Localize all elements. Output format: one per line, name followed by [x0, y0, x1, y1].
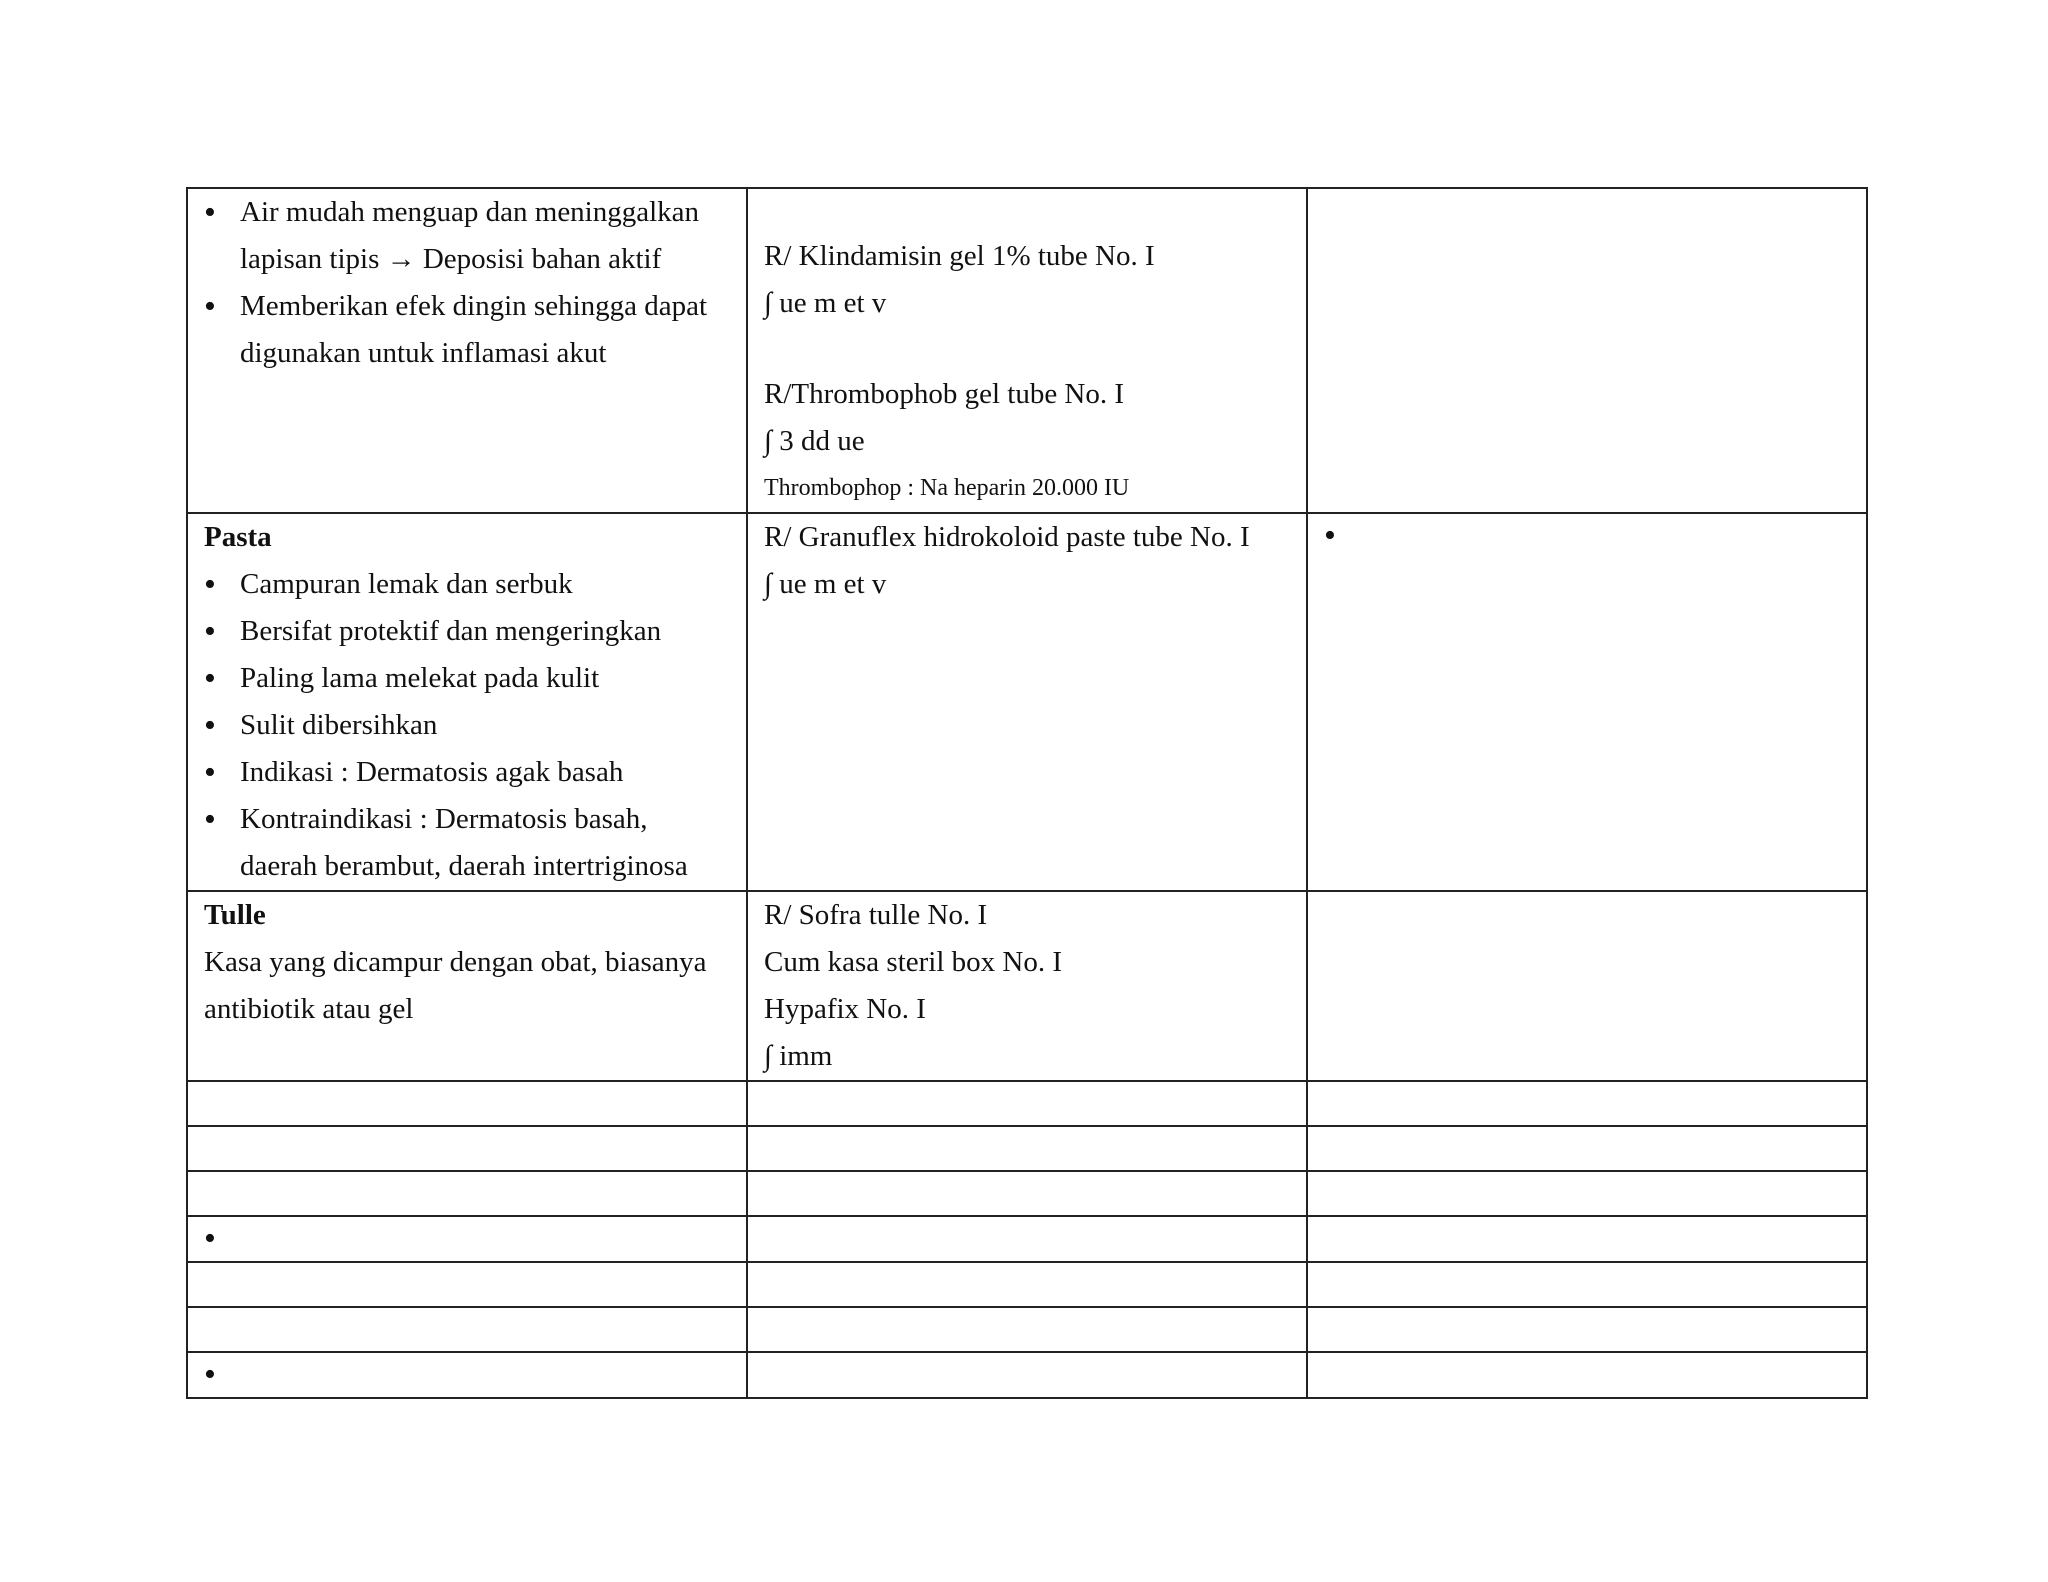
empty-cell	[187, 1081, 747, 1126]
empty-cell	[747, 1171, 1307, 1216]
list-item: • Air mudah menguap dan meninggalkan lapisan tipis → Deposisi bahan aktif	[204, 189, 730, 283]
prescription-line: Cum kasa steril box No. I	[764, 946, 1063, 978]
table-row	[187, 513, 1867, 891]
prescription-line: ∫ 3 dd ue	[764, 425, 865, 457]
dosage-form-heading: Tulle	[204, 899, 266, 931]
empty-cell	[747, 1216, 1307, 1262]
table-row	[187, 891, 1867, 1081]
list-item: • Paling lama melekat pada kulit	[204, 655, 730, 702]
table-row	[187, 1081, 1867, 1126]
bullet-mark: •	[204, 1220, 216, 1257]
prescription-note: Thrombophop : Na heparin 20.000 IU	[764, 475, 1130, 501]
table-row	[187, 1262, 1867, 1307]
properties-list	[204, 189, 730, 377]
prescription-line: R/Thrombophob gel tube No. I	[764, 378, 1125, 410]
empty-cell	[1307, 1126, 1867, 1171]
empty-cell	[747, 1307, 1307, 1352]
dosage-form-heading: Pasta	[204, 521, 272, 553]
list-item: • Campuran lemak dan serbuk	[204, 561, 730, 608]
bullet-cell	[187, 1216, 747, 1262]
table-row	[187, 1171, 1867, 1216]
prescription-line: ∫ imm	[764, 1040, 833, 1072]
list-item: • Sulit dibersihkan	[204, 702, 730, 749]
notes-cell	[1307, 513, 1867, 891]
empty-cell	[747, 1262, 1307, 1307]
empty-cell	[747, 1352, 1307, 1398]
dosage-form-description: Kasa yang dicampur dengan obat, biasanya antibiotik atau gel	[204, 946, 707, 1025]
empty-cell	[1307, 1352, 1867, 1398]
empty-cell	[1307, 1081, 1867, 1126]
prescription-table	[186, 187, 1868, 1399]
empty-cell	[187, 1171, 747, 1216]
dosage-form-cell	[187, 188, 747, 513]
prescription-line: ∫ ue m et v	[764, 568, 887, 600]
bullet-cell	[187, 1352, 747, 1398]
empty-cell	[187, 1307, 747, 1352]
prescription-line: R/ Sofra tulle No. I	[764, 899, 988, 931]
table-row	[187, 1216, 1867, 1262]
empty-cell	[747, 1081, 1307, 1126]
prescription-line: Hypafix No. I	[764, 993, 926, 1025]
list-item: • Kontraindikasi : Dermatosis basah, daerah berambut, daerah intertriginosa	[204, 796, 730, 890]
prescription-line: R/ Klindamisin gel 1% tube No. I	[764, 240, 1155, 272]
prescription-line: R/ Granuflex hidrokoloid paste tube No. I	[764, 521, 1250, 553]
empty-cell	[1307, 1262, 1867, 1307]
table-row	[187, 188, 1867, 513]
table-row	[187, 1126, 1867, 1171]
notes-cell	[1307, 891, 1867, 1081]
empty-cell	[747, 1126, 1307, 1171]
prescription-cell	[747, 513, 1307, 891]
prescription-line: ∫ ue m et v	[764, 287, 887, 319]
dosage-form-cell	[187, 891, 747, 1081]
bullet-mark: •	[1324, 517, 1336, 554]
empty-cell	[1307, 1307, 1867, 1352]
table-row	[187, 1352, 1867, 1398]
prescription-cell	[747, 188, 1307, 513]
table-row	[187, 1307, 1867, 1352]
dosage-form-cell	[187, 513, 747, 891]
empty-cell	[1307, 1171, 1867, 1216]
empty-cell	[1307, 1216, 1867, 1262]
prescription-cell	[747, 891, 1307, 1081]
empty-cell	[187, 1262, 747, 1307]
list-item: • Memberikan efek dingin sehingga dapat digunakan untuk inflamasi akut	[204, 283, 730, 377]
notes-cell	[1307, 188, 1867, 513]
list-item: • Bersifat protektif dan mengeringkan	[204, 608, 730, 655]
list-item: • Indikasi : Dermatosis agak basah	[204, 749, 730, 796]
empty-cell	[187, 1126, 747, 1171]
bullet-mark: •	[204, 1356, 216, 1393]
properties-list	[204, 561, 730, 890]
